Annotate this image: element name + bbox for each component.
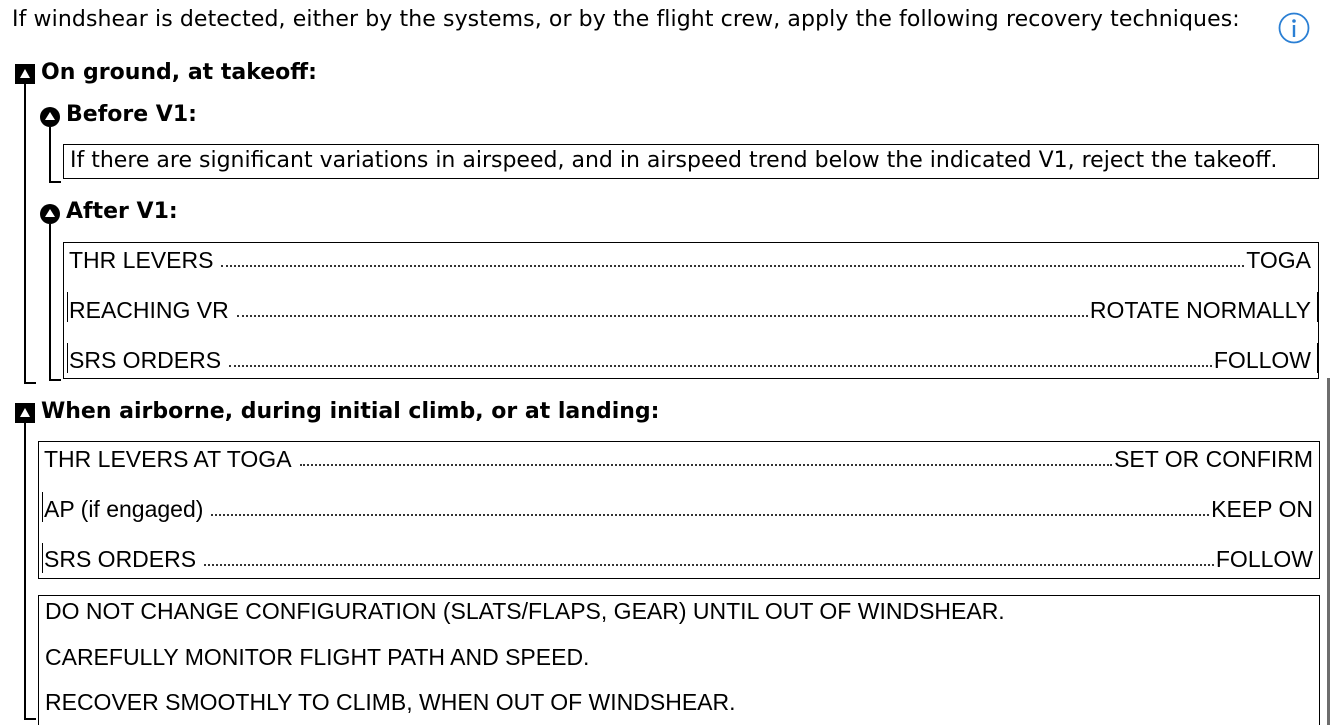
section-bracket-airborne-foot: [24, 718, 36, 720]
section-bracket-airborne: [24, 423, 26, 720]
row-separator: [67, 343, 68, 373]
subsection-bracket-after-v1: [49, 224, 51, 381]
subsection-title-before-v1: Before V1:: [66, 102, 197, 127]
row-value: ROTATE NORMALLY: [1089, 296, 1311, 323]
row-value: SET OR CONFIRM: [1114, 445, 1313, 472]
leader-dots: [229, 365, 1212, 367]
procedure-row: [44, 434, 1313, 484]
row-label: SRS ORDERS: [69, 346, 222, 373]
note-box-before-v1: [63, 144, 1319, 179]
subsection-bracket-before-v1: [49, 127, 51, 183]
intro-text: If windshear is detected, either by the systems, or by the flight crew, apply the following recovery techniques:: [12, 7, 1240, 32]
subsection-bracket-before-v1-foot: [49, 181, 61, 183]
row-label: THR LEVERS AT TOGA: [44, 445, 292, 472]
procedure-row: [44, 534, 1313, 584]
leader-dots: [237, 315, 1088, 317]
subsection-collapse-before-v1-icon[interactable]: [40, 107, 60, 127]
leader-dots: [300, 464, 1113, 466]
vertical-scrollbar[interactable]: [1327, 378, 1330, 725]
row-label: THR LEVERS: [69, 246, 214, 273]
leader-dots: [211, 514, 1209, 516]
subsection-title-after-v1: After V1:: [66, 199, 178, 224]
section-collapse-ground-icon[interactable]: [15, 64, 35, 84]
section-bracket-ground: [24, 84, 26, 384]
row-value: FOLLOW: [1213, 346, 1311, 373]
row-value: TOGA: [1246, 246, 1311, 273]
info-circle-icon[interactable]: [1278, 12, 1310, 44]
row-label: SRS ORDERS: [44, 545, 197, 572]
subsection-collapse-after-v1-icon[interactable]: [40, 204, 60, 224]
procedure-row: [69, 285, 1311, 335]
row-value: FOLLOW: [1215, 545, 1313, 572]
section-collapse-airborne-icon[interactable]: [15, 403, 35, 423]
note-text-before-v1: If there are significant variations in airspeed, and in airspeed trend below the indicated V1, reject the takeoff.: [70, 148, 1278, 173]
row-separator: [1317, 292, 1318, 322]
section-title-airborne: When airborne, during initial climb, or at landing:: [41, 399, 660, 424]
row-separator: [42, 492, 43, 522]
row-separator: [1317, 343, 1318, 373]
row-separator: [42, 543, 43, 573]
row-value: KEEP ON: [1211, 495, 1313, 522]
procedure-row: [44, 484, 1313, 534]
procedure-row: [69, 335, 1311, 385]
leader-dots: [221, 265, 1244, 267]
leader-dots: [204, 564, 1214, 566]
row-label: AP (if engaged): [44, 495, 204, 522]
row-separator: [67, 292, 68, 322]
section-title-ground: On ground, at takeoff:: [41, 60, 317, 85]
caution-line: DO NOT CHANGE CONFIGURATION (SLATS/FLAPS, GEAR) UNTIL OUT OF WINDSHEAR.: [45, 598, 1005, 624]
caution-line: CAREFULLY MONITOR FLIGHT PATH AND SPEED.: [45, 644, 590, 670]
caution-line: RECOVER SMOOTHLY TO CLIMB, WHEN OUT OF WINDSHEAR.: [45, 689, 736, 715]
subsection-bracket-after-v1-foot: [49, 379, 61, 381]
procedure-row: [69, 235, 1311, 285]
row-label: REACHING VR: [69, 296, 229, 323]
section-bracket-ground-foot: [24, 382, 36, 384]
